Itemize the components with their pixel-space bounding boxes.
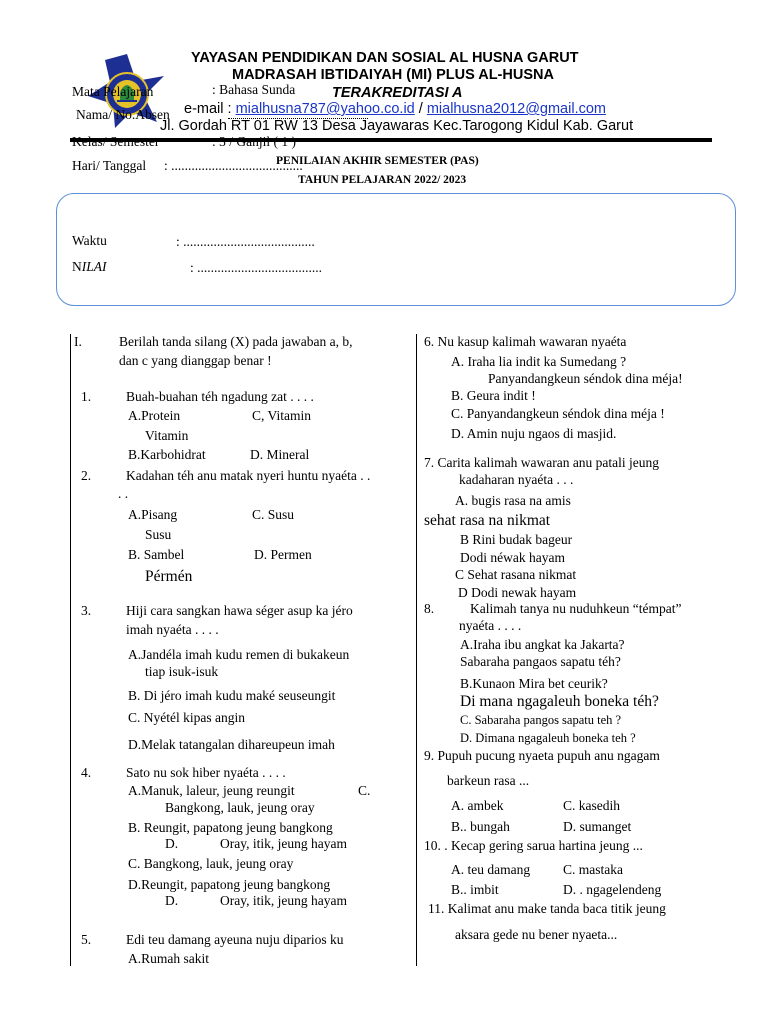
q11-text-cont: aksara gede nu bener nyaeta... bbox=[455, 927, 618, 942]
q4-option-c: C. Bangkong, lauk, jeung oray bbox=[128, 856, 294, 871]
q1-number: 1. bbox=[81, 389, 92, 404]
email-yahoo-link[interactable]: mialhusna787@yahoo.co.id bbox=[235, 101, 415, 117]
q4-option-b-mark: D. bbox=[165, 836, 179, 851]
info-box bbox=[56, 193, 736, 306]
q8-text-cont: nyaéta . . . . bbox=[459, 618, 522, 633]
q8-number: 8. bbox=[424, 601, 435, 616]
q1-option-a: A.Protein bbox=[128, 408, 181, 423]
q4-option-b: B. Reungit, papatong jeung bangkong bbox=[128, 820, 333, 835]
hari-label: Hari/ Tanggal bbox=[72, 158, 147, 173]
q7-option-d: D Dodi newak hayam bbox=[458, 585, 577, 600]
q6-option-d: D. Amin nuju ngaos di masjid. bbox=[451, 426, 617, 441]
waktu-label: Waktu bbox=[72, 233, 107, 248]
school-address: Jl. Gordah RT 01 RW 13 Desa Jayawaras Kec.Tarogong Kidul Kab. Garut bbox=[160, 118, 634, 134]
q9-option-b: B.. bungah bbox=[451, 819, 510, 834]
q3-option-a-cont: tiap isuk-isuk bbox=[145, 664, 219, 679]
q3-option-c: C. Nyétél kipas angin bbox=[128, 710, 245, 725]
q7-text-cont: kadaharan nyaéta . . . bbox=[459, 472, 574, 487]
q2-option-d-extra: Pérmén bbox=[145, 568, 193, 585]
q7-option-b-cont: Dodi néwak hayam bbox=[460, 550, 565, 565]
section-i-instruction: Berilah tanda silang (X) pada jawaban a, b, bbox=[119, 334, 353, 349]
section-i-number: I. bbox=[74, 334, 82, 349]
header-divider bbox=[70, 138, 712, 142]
q11-text: 11. Kalimat anu make tanda baca titik jeung bbox=[428, 901, 666, 916]
q6-option-a-cont: Panyandangkeun séndok dina méja! bbox=[488, 371, 683, 386]
q3-option-d: D.Melak tatangalan dihareupeun imah bbox=[128, 737, 335, 752]
q10-option-a: A. teu damang bbox=[451, 862, 531, 877]
q10-text: 10. . Kecap gering sarua hartina jeung ... bbox=[424, 838, 643, 853]
mapel-value: : Bahasa Sunda bbox=[212, 82, 296, 97]
q9-option-d: D. sumanget bbox=[563, 819, 632, 834]
kelas-label bbox=[72, 134, 159, 150]
accreditation-label: TERAKREDITASI A bbox=[332, 85, 463, 101]
email-label: e-mail : bbox=[184, 101, 236, 117]
q4-option-b-cont: Oray, itik, jeung hayam bbox=[220, 836, 347, 851]
q8-option-b: B.Kunaon Mira bet ceurik? bbox=[460, 676, 608, 691]
q10-option-d: D. . ngagelendeng bbox=[563, 882, 662, 897]
q2-option-c: C. Susu bbox=[252, 507, 295, 522]
q2-text: Kadahan téh anu matak nyeri huntu nyaéta . . bbox=[126, 468, 371, 483]
q10-option-b: B.. imbit bbox=[451, 882, 499, 897]
q2-option-d: D. Permen bbox=[254, 547, 312, 562]
column-divider bbox=[416, 334, 417, 966]
q5-number: 5. bbox=[81, 932, 92, 947]
q8-option-c: C. Sabaraha pangos sapatu teh ? bbox=[460, 713, 622, 727]
q4-option-d-cont: Oray, itik, jeung hayam bbox=[220, 893, 347, 908]
exam-year: TAHUN PELAJARAN 2022/ 2023 bbox=[298, 174, 467, 186]
q1-option-b: B.Karbohidrat bbox=[128, 447, 206, 462]
q2-number: 2. bbox=[81, 468, 92, 483]
q10-option-c: C. mastaka bbox=[563, 862, 623, 877]
mapel-label: Mata Pelajaran bbox=[72, 84, 154, 99]
q3-number: 3. bbox=[81, 603, 92, 618]
nilai-label-n: N bbox=[72, 259, 82, 274]
q5-option-a: A.Rumah sakit bbox=[128, 951, 209, 966]
q9-text-cont: barkeun rasa ... bbox=[447, 773, 530, 788]
q9-option-a: A. ambek bbox=[451, 798, 504, 813]
q6-option-a: A. Iraha lia indit ka Sumedang ? bbox=[451, 354, 627, 369]
q9-text: 9. Pupuh pucung nyaeta pupuh anu ngagam bbox=[424, 748, 660, 763]
nilai-label bbox=[72, 259, 107, 275]
foundation-name: YAYASAN PENDIDIKAN DAN SOSIAL AL HUSNA GARUT bbox=[191, 50, 579, 66]
q8-option-d: D. Dimana ngagaleuh boneka teh ? bbox=[460, 731, 636, 745]
email-gmail-link[interactable]: mialhusna2012@gmail.com bbox=[426, 101, 606, 117]
q3-text: Hiji cara sangkan hawa séger asup ka jéro bbox=[126, 603, 353, 618]
q9-option-c: C. kasedih bbox=[563, 798, 620, 813]
hari-value: : ....................................... bbox=[164, 158, 303, 173]
q8-option-a: A.Iraha ibu angkat ka Jakarta? bbox=[460, 637, 625, 652]
nama-label: Nama/ No.Absen bbox=[76, 107, 170, 122]
q4-option-d: D.Reungit, papatong jeung bangkong bbox=[128, 877, 331, 892]
q3-text-cont: imah nyaéta . . . . bbox=[126, 622, 219, 637]
q4-option-c-mark: C. bbox=[358, 783, 371, 798]
section-i-instruction-2: dan c yang dianggap benar ! bbox=[119, 353, 272, 368]
q8-option-b-cont: Di mana ngagaleuh boneka téh? bbox=[460, 693, 659, 710]
exam-title: PENILAIAN AKHIR SEMESTER (PAS) bbox=[276, 155, 479, 167]
nilai-value: : ..................................... bbox=[190, 260, 323, 275]
q5-text: Edi teu damang ayeuna nuju diparios ku bbox=[126, 932, 344, 947]
q1-option-d: D. Mineral bbox=[250, 447, 310, 462]
q4-option-a: A.Manuk, laleur, jeung reungit bbox=[128, 783, 295, 798]
q2-option-b: B. Sambel bbox=[128, 547, 185, 562]
kelas-value bbox=[212, 134, 296, 150]
q3-option-a: A.Jandéla imah kudu remen di bukakeun bbox=[128, 647, 350, 662]
q7-option-b: B Rini budak bageur bbox=[460, 532, 573, 547]
q7-option-a: A. bugis rasa na amis bbox=[455, 493, 571, 508]
q1-option-c: C, Vitamin bbox=[252, 408, 311, 423]
left-column-border bbox=[70, 334, 71, 966]
q2-text-cont: . . bbox=[118, 486, 129, 501]
q6-text: 6. Nu kasup kalimah wawaran nyaéta bbox=[424, 334, 627, 349]
q6-option-c: C. Panyandangkeun séndok dina méja ! bbox=[451, 406, 665, 421]
q4-number: 4. bbox=[81, 765, 92, 780]
q7-option-a-cont: sehat rasa na nikmat bbox=[424, 512, 551, 529]
q8-option-a-cont: Sabaraha pangaos sapatu téh? bbox=[460, 654, 621, 669]
q2-option-a: A.Pisang bbox=[128, 507, 178, 522]
email-line bbox=[184, 101, 606, 117]
q6-option-b: B. Geura indit ! bbox=[451, 388, 536, 403]
q7-text: 7. Carita kalimah wawaran anu patali jeung bbox=[424, 455, 660, 470]
nilai-label-rest: ILAI bbox=[81, 259, 107, 274]
q1-option-c-extra: Vitamin bbox=[145, 428, 189, 443]
q4-text: Sato nu sok hiber nyaéta . . . . bbox=[126, 765, 286, 780]
email-separator: / bbox=[414, 101, 427, 117]
school-name: MADRASAH IBTIDAIYAH (MI) PLUS AL-HUSNA bbox=[232, 67, 554, 83]
q3-option-b: B. Di jéro imah kudu maké seuseungit bbox=[128, 688, 336, 703]
q8-text: Kalimah tanya nu nuduhkeun “témpat” bbox=[470, 601, 682, 616]
q1-text: Buah-buahan téh ngadung zat . . . . bbox=[126, 389, 314, 404]
q4-option-a-cont: Bangkong, lauk, jeung oray bbox=[165, 800, 315, 815]
q4-option-d-mark: D. bbox=[165, 893, 179, 908]
waktu-value: : ....................................... bbox=[176, 234, 315, 249]
q2-option-c-extra: Susu bbox=[145, 527, 172, 542]
q7-option-c: C Sehat rasana nikmat bbox=[455, 567, 577, 582]
